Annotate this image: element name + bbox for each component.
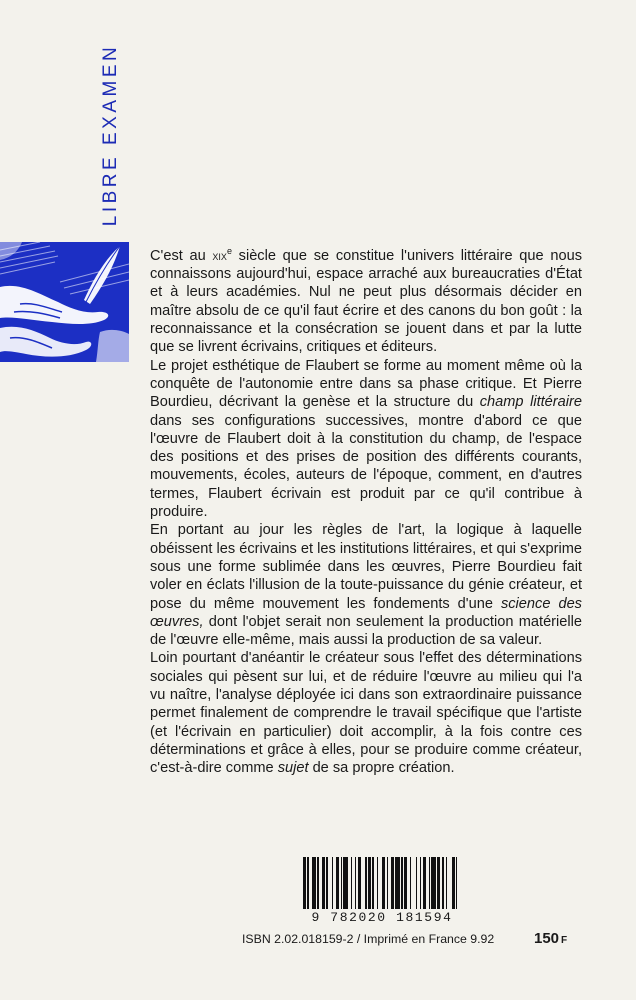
- series-title: [96, 40, 126, 230]
- barcode-bar: [457, 857, 460, 909]
- barcode-digits: 9 782020 181594: [311, 910, 453, 925]
- hands-etching-image: [0, 242, 129, 362]
- paragraph-4: Loin pourtant d'anéantir le créateur sous l'effet des déterminations sociales qui pèsent sur lui, et de réduire l'œuvre au milieu qui l'a vu naître, l'analyse déployée ici dans son extraordinaire puissance permet finalement de comprendre le travail spécifique que l'artiste (et l'écrivain en particulier) doit accomplir, à la fois contre ces déterminations et grâce à elles, pour se produire comme créateur, c'est-à-dire comme sujet de sa propre création.: [150, 650, 582, 777]
- isbn-line: ISBN 2.02.018159-2 / Imprimé en France 9.92: [242, 932, 495, 946]
- barcode: [303, 857, 461, 925]
- paragraph-2: Le projet esthétique de Flaubert se forme au moment même où la conquête de l'autonomie entre dans sa phase critique. Et Pierre Bourdieu, décrivant la genèse et la structure du champ littéraire dans ses configurations successives, montre d'abord ce que l'œuvre de Flaubert doit à la constitution du champ, de l'espace des positions et des prises de position des différents courants, mouvements, écoles, auteurs de l'époque, comment, en d'autres termes, Flaubert écrivain est produit par ce qu'il contribue à produire.: [150, 357, 582, 521]
- back-cover-text: [150, 242, 582, 777]
- paragraph-1: C'est au xix$^e$ siècle que se constitue l'univers littéraire que nous connaissons aujourd'hui, espace arraché aux bureaucraties d'État et à leurs académies. Nul ne peut plus désormais décider en maître absolu de ce qu'il faut écrire et des canons du bon goût : la reconnaissance et la consécration se jouent dans et par la lutte que se livrent écrivains, critiques et éditeurs.: [150, 246, 582, 356]
- price-value: 150: [534, 930, 560, 947]
- price-currency: F: [561, 935, 568, 946]
- barcode-bars: [303, 857, 461, 909]
- price: [534, 930, 567, 947]
- paragraph-3: En portant au jour les règles de l'art, la logique à laquelle obéissent les écrivains et les institutions littéraires, et qui s'exprime sous une forme sublimée dans les œuvres, Pierre Bourdieu fait voler en éclats l'illusion de la toute-puissance du génie créateur, et pose du même mouvement les fondements d'une science des œuvres, dont l'objet serait non seulement la production matérielle de l'œuvre elle-même, mais aussi la production de sa valeur.: [150, 522, 582, 649]
- series-title-text: LIBRE EXAMEN: [100, 43, 121, 227]
